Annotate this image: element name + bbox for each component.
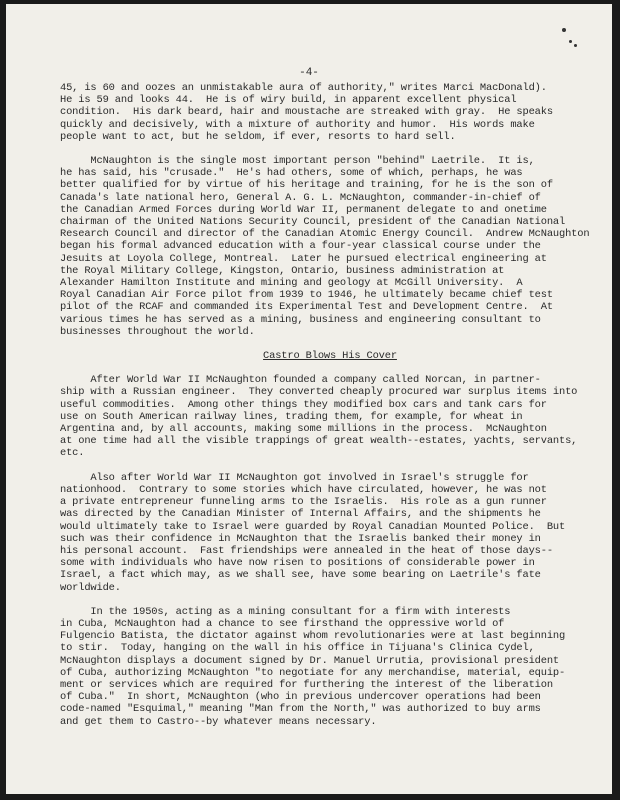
section-heading: Castro Blows His Cover <box>263 350 397 363</box>
punch-hole-mark <box>562 28 566 32</box>
paragraph: McNaughton is the single most important person "behind" Laetrile. It is, he has said, his "crusade." He's had others, some of which, perhaps, he was better qualified for by virtue of his heritage and training, for he is the son of Canada's late national hero, General A. G. L. McNaughton, commander-in-chief of the Canadian Armed Forces during World War II, permanent delegate to and onetime chairman of the United Nations Security Council, president of the Canadian National Research Council and director of the Canadian Atomic Energy Council. Andrew McNaughton began his formal advanced education with a four-year classical course under the Jesuits at Loyola College, Montreal. Later he pursued electrical engineering at the Royal Military College, Kingston, Ontario, business administration at Alexander Hamilton Institute and mining and geology at McGill University. A Royal Canadian Air Force pilot from 1939 to 1946, he ultimately became chief test pilot of the RCAF and commanded its Experimental Test and Development Centre. At various times he has served as a mining, business and engineering consultant to businesses throughout the world. <box>60 155 590 338</box>
paragraph: Also after World War II McNaughton got involved in Israel's struggle for nationhood. Contrary to some stories which have circulated, however, he was not a private entrepreneur funneling arms to the Israelis. His role as a gun runner was directed by the Canadian Minister of Internal Affairs, and the shipments he would ultimately take to Israel were guarded by Royal Canadian Mounted Police. But such was their confidence in McNaughton that the Israelis banked their money in his personal account. Fast friendships were annealed in the heat of those days-- some with individuals who have now risen to positions of considerable power in Israel, a fact which may, as we shall see, have some bearing on Laetrile's fate worldwide. <box>60 471 566 594</box>
body-text <box>60 82 600 740</box>
paragraph: 45, is 60 and oozes an unmistakable aura of authority," writes Marci MacDonald). He is 59 and looks 44. He is of wiry build, in apparent excellent physical condition. His dark beard, hair and moustache are streaked with gray. He speaks quickly and decisively, with a mixture of authority and humor. His words make people want to act, but he seldom, if ever, resorts to hard sell. <box>60 82 553 143</box>
paragraph: After World War II McNaughton founded a company called Norcan, in partner- ship with a Russian engineer. They converted cheaply procured war surplus items into useful commodities. Among other things they modified box cars and tank cars for use on South American railway lines, trading them, for example, for wheat in Argentina and, by all accounts, making some millions in the process. McNaughton at one time had all the visible trappings of great wealth--estates, yachts, servants, etc. <box>60 374 578 460</box>
paragraph: In the 1950s, acting as a mining consultant for a firm with interests in Cuba, McNaughton had a chance to see firsthand the oppressive world of Fulgencio Batista, the dictator against whom revolutionaries were at last beginning to stir. Today, hanging on the wall in his office in Tijuana's Clinica Cydel, McNaughton displays a document signed by Dr. Manuel Urrutia, provisional president of Cuba, authorizing McNaughton "to negotiate for any merchandise, material, equip- ment or services which are required for furthering the interest of the liberation of Cuba." In short, McNaughton (who in previous undercover operations had been code-named "Esquimal," meaning "Man from the North," was authorized to buy arms and get them to Castro--by whatever means necessary. <box>60 605 566 728</box>
punch-hole-mark <box>569 40 572 43</box>
document-page <box>6 4 612 794</box>
punch-hole-mark <box>574 44 577 47</box>
page-number: -4- <box>299 67 319 79</box>
